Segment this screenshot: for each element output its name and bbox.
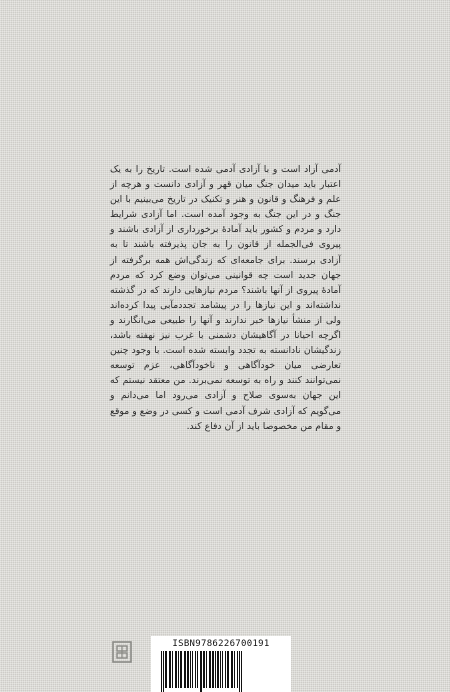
barcode-icon <box>161 651 281 692</box>
barcode-bar <box>180 651 182 688</box>
barcode-bar <box>195 651 196 688</box>
barcode-bar <box>172 651 173 688</box>
barcode-bar <box>163 651 164 692</box>
barcode-bar <box>178 651 179 688</box>
barcode-bar <box>197 651 198 688</box>
barcode-bar <box>192 651 193 688</box>
barcode-bar <box>241 651 242 692</box>
barcode-bar <box>184 651 186 688</box>
barcode-bar <box>209 651 211 688</box>
barcode-bar <box>237 651 238 688</box>
isbn-number: ISBN9786226700191 <box>172 639 270 649</box>
barcode-bar <box>220 651 221 688</box>
blurb-text: آدمی آزاد است و با آزادی آدمی شده است. تاریخ را به یک اعتبار باید میدان جنگ میان قهر و آزادی دانست و هرچه از علم و فرهنگ و قانون و هنر و تکنیک در تاریخ می‌بینیم با این جنگ و در این جنگ به وجود آمده است. اما آزادی شرایط دارد و مردم و کشور باید آمادهٔ برخورداری از آزادی باشند و پیروی فی‌الجمله از قانون را به جان پذیرفته باشند تا به آزادی برسند. برای جامعه‌ای که زندگی‌اش همه برگرفته از جهان جدید است چه قوانینی می‌توان وضع کرد که مردم آمادهٔ پیروی از آنها باشند؟ مردم نیازهایی دارند که در گذشته نداشته‌اند و این نیازها را در پیشامد تجددمآبی پیدا کرده‌اند ولی از منشأ نیازها خبر ندارند و آنها را طبیعی می‌انگارند و اگرچه احیانا در آگاهیشان دشمنی با غرب نیز نهفته باشد، زندگیشان نادانسته به تجدد وابسته شده است. با وجود چنین تعارضی میان خودآگاهی و ناخودآگاهی، عزم توسعه نمی‌توانند کنند و راه به توسعه نمی‌برند. من معتقد نیستم که این جهان به‌سوی صلاح و آزادی می‌رود اما می‌دانم و می‌گویم که آزادی شرف آدمی است و کسی در وضع و موقع و مقام من مخصوصا باید از آن دفاع کند. <box>110 164 341 432</box>
barcode-bar <box>190 651 191 688</box>
barcode <box>151 636 291 692</box>
barcode-bar <box>231 651 233 688</box>
barcode-bar <box>215 651 216 688</box>
barcode-bar <box>175 651 177 688</box>
barcode-bar <box>169 651 171 688</box>
barcode-bar <box>212 651 214 688</box>
barcode-bar <box>200 651 202 692</box>
back-cover-blurb <box>110 162 341 434</box>
barcode-bar <box>227 651 229 688</box>
barcode-bar <box>222 651 223 688</box>
barcode-bar <box>165 651 167 688</box>
barcode-bar <box>225 651 226 688</box>
barcode-bar <box>217 651 219 688</box>
barcode-bar <box>203 651 205 688</box>
barcode-bar <box>187 651 189 688</box>
barcode-bar <box>161 651 162 692</box>
barcode-bar <box>206 651 207 688</box>
publisher-logo-icon <box>112 641 132 663</box>
barcode-bar <box>234 651 235 688</box>
barcode-bar <box>239 651 240 692</box>
